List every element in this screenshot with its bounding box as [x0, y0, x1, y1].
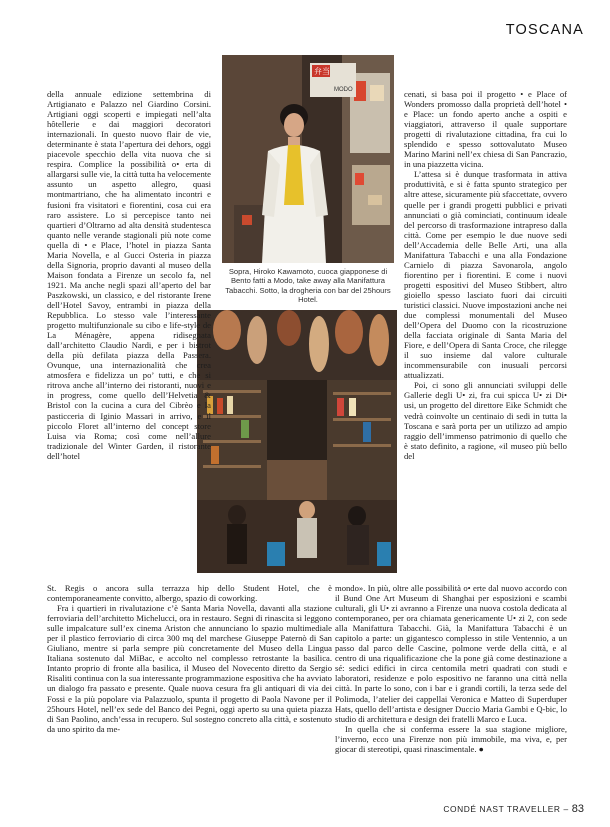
right-paragraph-2: Poi, ci sono gli annunciati sviluppi delle Gallerie degli U• zi, fra cui spicca U• zi Di• usi, un progetto del direttore Eike Schmidt che vedrà coinvolte un centinaio di sedi in tutta la Toscana e sarà porta per un utilizzo ad ampio raggio dell’immenso patrimonio di quello che è stato definito, a ragione, «il museo più bello del [404, 380, 567, 461]
right-column [404, 89, 567, 461]
photo-grocery [197, 310, 397, 573]
bento-sign-text: 弁当 [314, 67, 330, 76]
photo-chef [222, 55, 394, 263]
bottom-right-paragraph-1: mondo». In più, oltre alle possibilità o• erte dal nuovo accordo con il Bund One Art Museum di Shanghai per esposizioni e scambi culturali, gli U• zi avranno a Firenze una nuova costola dedicata al contemporaneo, per ora chiamata genericamente U• zi 2, con sede alla Manifattura Tabacchi. Già, la Manifattura Tabacchi è un capitolo a parte: un gigantesco complesso in stile Ventennio, a un passo dal parco delle Cascine, polmone verde della città, e al centro di una riqualificazione che la pone già come destinazione a sé: sedici edifici in circa centomila metri quadrati con studi e laboratori, residenze e polo espositivo ne faranno una città nella città. In parte lo sono, con i bar e i grandi cortili, la terza sede del Polimoda, l’atelier dei cappellai Veronica e Matteo di Superduper Hats, quello dell’artista e designer Duccio Maria Gambi e Q-bic, lo studio di architettura e design dei fratelli Marco e Luca. [335, 583, 567, 724]
left-paragraph: della annuale edizione settembrina di Artigianato e Palazzo nel Giardino Corsini. Artigiani oggi scoperti e impiegati nell’alta hôtellerie e dai maggiori decoratori internazionali. In questo nuovo flair de vie, determinante è stata l’apertura dei dehors, oggi piacevole specchio della vita nuova che si respira. Complice la possibilità o• erta di allargarsi sulle vie, la città tutta ha velocemente assunto un aspetto allegro, quasi montmartriano, che ha alimentato incontri e fusioni fra visitatori e fiorentini, cosa cui era raro assistere. Lo si percepisce tanto nei quartieri d’Oltrarno ad alta densità studentesca quanto nelle verande stagionali più note come quella di • e Place, l’hotel in piazza Santa Maria Novella, e al Gucci Osteria in piazza della Signoria, proprio davanti al museo della Maison fondata a Firenze un secolo fa, nel 1921. Ma anche negli spazi all’aperto del bar Paszkowski, un classico, e del ristorante Irene dell’Hotel Savoy, entrambi in piazza della Repubblica. Lo stesso vale l’interessante progetto multifunzionale su cibo e life-style de La Ménagère, appena ridisegnata dall’architetto Claudio Nardi, e per i bistrot della più defilata piazza della Passera. Ovunque, una internazionalità che crea atmosfera e fidelizza un po’ tutti, e che si ritrova anche all’interno dei ristoranti, nuovi e in progress, come quello dell’Helvetia & Bristol con la cucina a cura del Cibrèo e la pasticceria di Iginio Massari in arrivo, e il piccolo Floret all’interno del concept store Luisa via Roma; così come nell’allure tradizionale del Winter Garden, il ristorante dell’hotel [47, 89, 211, 461]
magazine-name: CONDÉ NAST TRAVELLER – [443, 804, 569, 814]
right-top-paragraph: cenati, si basa poi il progetto • e Place of Wonders promosso dalla proprietà dell’hotel • e Place: un fondo aperto anche a ospiti e viaggiatori, attraverso il quale supportare progetti di rivalutazione cittadina, fra cui lo splendido e spesso sottovalutato Museo Marino Marini nell’ex chiesa di San Pancrazio, in una piazzetta vicina. [404, 89, 567, 170]
bottom-right-paragraph-2: In quella che si conferma essere la sua stagione migliore, l’inverno, ecco una Firenze non più immobile, ma viva, e, per giocar di stereotipi, quasi rinascimentale. ● [335, 723, 567, 754]
right-paragraph-1: L’attesa si è dunque trasformata in attiva produttività, e si è fatta spunto strategico per altre attese, sicuramente più sfaccettate, ovvero quelle per i grandi progetti pubblici e privati annunciati o già cominciati, continuum ideale del percorso di trasformazione intrapreso dalla città. Come per esempio le due nuove sedi dell’Accademia delle Belle Arti, una alla Manifattura Tabacchi e una alla Fondazione Carnielo di piazza Savonarola, angolo fiorentino per i fiorentini. E come i nuovi progetti espositivi del Museo Stibbert, altro gioiello spesso lasciato fuori dai circuiti turistici classici. Nuove impostazioni anche nei due complessi monumentali del Museo dell’Opera del Duomo con la ricostruzione della facciata originale di Santa Maria del Fiore, e dell’Opera di Santa Croce, che rilegge il suo insieme dal valore culturale incommensurabile con inusuali percorsi attualizzati. [404, 169, 567, 381]
section-label: TOSCANA [505, 22, 584, 38]
left-column [47, 89, 211, 461]
photo-chef-illustration [222, 55, 394, 263]
bottom-paragraph-2: Fra i quartieri in rivalutazione c’è Santa Maria Novella, davanti alla stazione ferroviaria dell’architetto Michelucci, ora in restauro. Segni di rinascita si leggono sulle impalcature sull’ex cinema Ariston che annunciano lo spazio multimediale per il plastico ferroviario di circa 300 mq del marchese Giuseppe Paternò di San Giuliano, mentre si parla sempre più concretamente del Museo della Lingua Italiana sostenuto dal MiBac, e accolto nel complesso retrostante la basilica. Intanto proprio di fronte alla basilica, il Museo del Novecento diretto da Sergio Risaliti continua con la sua interessante programmazione espositiva che ha avviato un dialogo fra passato e presente. Quale nuova cesura fra gli antiquari di via dei Fossi e la più popolare via Palazzuolo, spunta il progetto di Paola Navone per il 25hours Hotel, nell’ex sede del Banco dei Pegni, oggi aperto su una quieta piazza di San Paolino, anch’essa in recupero. Sul sostegno concreto alla città, e sostenuto da uno spirito da me- [47, 603, 332, 734]
photo-caption: Sopra, Hiroko Kawamoto, cuoca giapponese di Bento fatti a Modo, take away alla Manifattura Tabacchi. Sotto, la drogheria con bar del 25hours Hotel. [225, 267, 391, 305]
bottom-column [47, 583, 332, 734]
page-footer [443, 803, 584, 815]
photo-grocery-illustration [197, 310, 397, 573]
bottom-right-column [335, 583, 567, 754]
page-number: 83 [571, 803, 584, 815]
modo-sign-text: MODO [334, 87, 353, 93]
bottom-paragraph-1: St. Regis o ancora sulla terrazza hip dello Student Hotel, che è contemporaneamente convitto, albergo, spazio di coworking. [47, 583, 332, 604]
